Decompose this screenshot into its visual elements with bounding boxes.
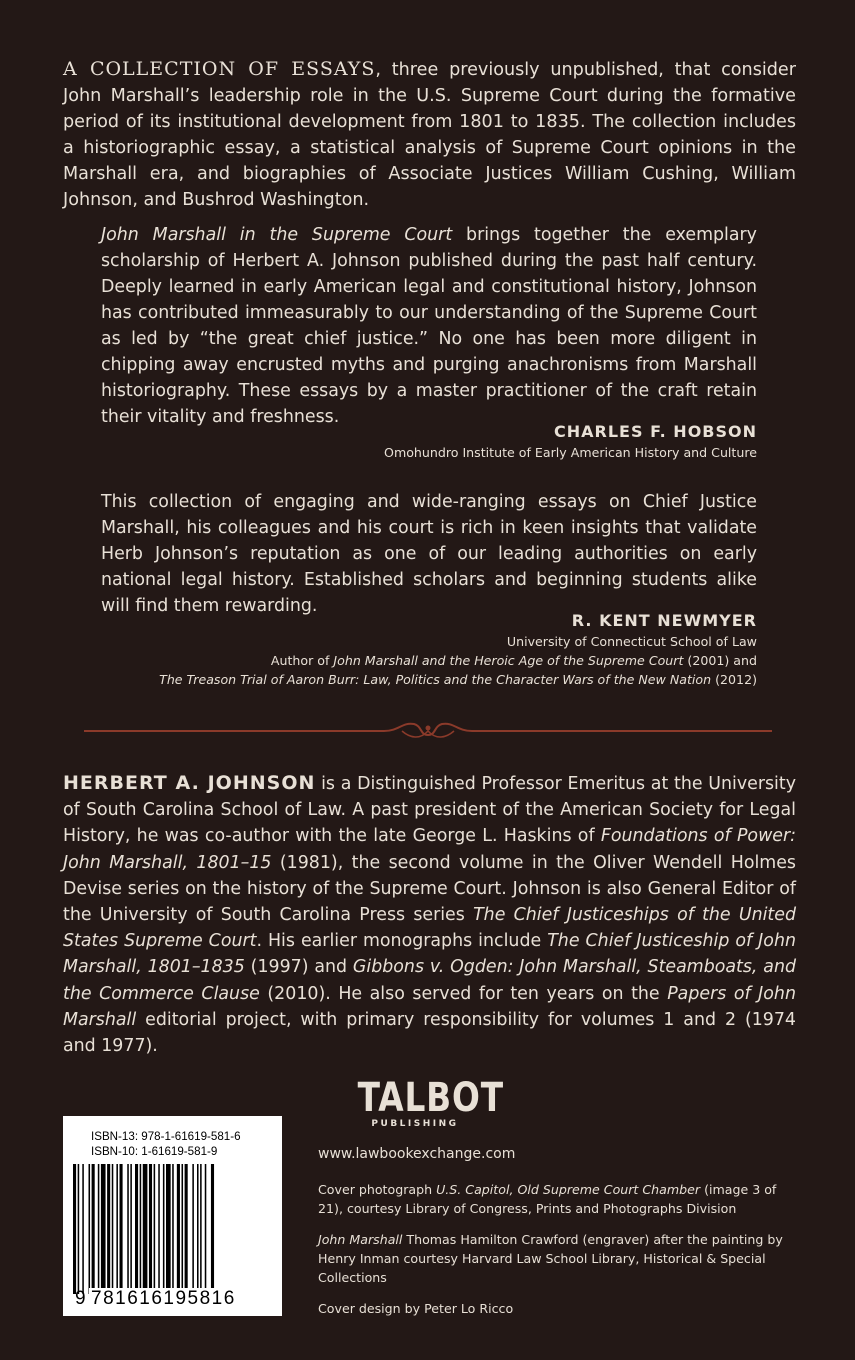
barcode-bar (135, 1164, 138, 1294)
quote1-affiliation: Omohundro Institute of Early American History and Culture (384, 445, 757, 460)
barcode-bar (197, 1164, 199, 1294)
credit-engraving: John Marshall Thomas Hamilton Crawford (engraver) after the painting by Henry Inman courtesy Harvard Law School Library, Historical & Special Collections (318, 1232, 783, 1285)
barcode-bar (205, 1164, 207, 1294)
barcode-bar (130, 1164, 132, 1294)
barcode-bar (73, 1164, 76, 1294)
barcode-bar (143, 1164, 148, 1294)
barcode-bar (116, 1164, 118, 1294)
quote-hobson (101, 222, 757, 430)
barcode-bar (89, 1164, 91, 1294)
barcode-bar (211, 1164, 214, 1294)
quote2-affiliation: University of Connecticut School of Law (506, 634, 757, 649)
credit-photograph: Cover photograph U.S. Capitol, Old Supreme Court Chamber (image 3 of 21), courtesy Library of Congress, Prints and Photographs Division (318, 1182, 777, 1216)
barcode-bar (127, 1164, 129, 1294)
barcode-bar (149, 1164, 152, 1294)
isbn-10: ISBN-10: 1-61619-581-9 (91, 1145, 218, 1158)
bio-name: HERBERT A. JOHNSON (63, 772, 316, 794)
barcode-bar (192, 1164, 194, 1294)
ornamental-divider (84, 716, 772, 746)
barcode-bar (92, 1164, 95, 1294)
publisher-website: www.lawbookexchange.com (318, 1146, 516, 1162)
logo-subtitle: PUBLISHING (371, 1119, 459, 1129)
quote2-book-line-2: The Treason Trial of Aaron Burr: Law, Politics and the Character Wars of the New Nation (2012) (159, 672, 757, 687)
barcode-bar (166, 1164, 171, 1294)
barcode-bar (158, 1164, 160, 1294)
publisher-logo (345, 1075, 504, 1130)
isbn-13: ISBN-13: 978-1-61619-581-6 (91, 1130, 241, 1143)
credit-design: Cover design by Peter Lo Ricco (318, 1301, 514, 1316)
isbn-barcode (63, 1116, 282, 1316)
intro-text: , three previously unpublished, that consider John Marshall’s leadership role in the U.S. Supreme Court during the formative period of its institutional development from 1801 to 1835. The collection includes a historiographic essay, a statistical analysis of Supreme Court opinions in the Marshall era, and biographies of Associate Justices William Cushing, William Johnson, and Bushrod Washington. (63, 60, 796, 210)
quote2-author: R. KENT NEWMYER (571, 611, 757, 630)
barcode-bar (200, 1164, 202, 1294)
attribution-newmyer (101, 610, 757, 689)
logo-wordmark: TALBOT (357, 1075, 504, 1121)
cover-credits (318, 1180, 798, 1330)
barcode-bar (182, 1164, 184, 1294)
barcode-bar (172, 1164, 174, 1294)
barcode-bar (107, 1164, 110, 1294)
quote-newmyer (101, 489, 757, 619)
barcode-bar (120, 1164, 123, 1294)
barcode-bar (177, 1164, 180, 1294)
barcode-bar (78, 1164, 80, 1294)
barcode-bar (185, 1164, 188, 1294)
barcode-bar (163, 1164, 165, 1294)
attribution-hobson (101, 421, 757, 462)
barcode-bar (140, 1164, 142, 1294)
barcode-first-digit: 9 (75, 1288, 86, 1309)
barcode-digits: 781616195816 (91, 1288, 236, 1309)
barcode-bar (154, 1164, 156, 1294)
intro-lead: A COLLECTION OF ESSAYS (63, 58, 376, 80)
barcode-bar (112, 1164, 114, 1294)
quote1-text: brings together the exemplary scholarship of Herbert A. Johnson published during the past half century. Deeply learned in early American legal and constitutional history, Johnson has contributed immeasurably to our understanding of the Supreme Court as led by “the great chief justice.” No one has been more diligent in chipping away encrusted myths and purging anachronisms from Marshall historiography. These essays by a master practitioner of the craft retain their vitality and freshness. (101, 225, 757, 427)
barcode-bars (73, 1164, 272, 1294)
quote2-text: This collection of engaging and wide-ranging essays on Chief Justice Marshall, his colleagues and his court is rich in keen insights that validate Herb Johnson’s reputation as one of our leading authorities on early national legal history. Established scholars and beginning students alike will find them rewarding. (101, 492, 757, 616)
intro-paragraph (63, 56, 796, 213)
quote1-title: John Marshall in the Supreme Court (101, 225, 453, 245)
barcode-bar (101, 1164, 106, 1294)
barcode-bar (98, 1164, 100, 1294)
author-bio: HERBERT A. JOHNSON is a Distinguished Professor Emeritus at the University of South Carolina School of Law. A past president of the American Society for Legal History, he was co-author with the late George L. Haskins of Foundations of Power: John Marshall, 1801–15 (1981), the second volume in the Oliver Wendell Holmes Devise series on the history of the Supreme Court. Johnson is also General Editor of the University of South Carolina Press series The Chief Justiceships of the United States Supreme Court. His earlier monographs include The Chief Justiceship of John Marshall, 1801–1835 (1997) and Gibbons v. Ogden: John Marshall, Steamboats, and the Commerce Clause (2010). He also served for ten years on the Papers of John Marshall editorial project, with primary responsibility for volumes 1 and 2 (1974 and 1977). (63, 772, 797, 1057)
quote2-book-line-1: Author of John Marshall and the Heroic Age of the Supreme Court (2001) and (270, 653, 757, 668)
quote1-author: CHARLES F. HOBSON (554, 422, 757, 441)
barcode-bar (82, 1164, 84, 1294)
